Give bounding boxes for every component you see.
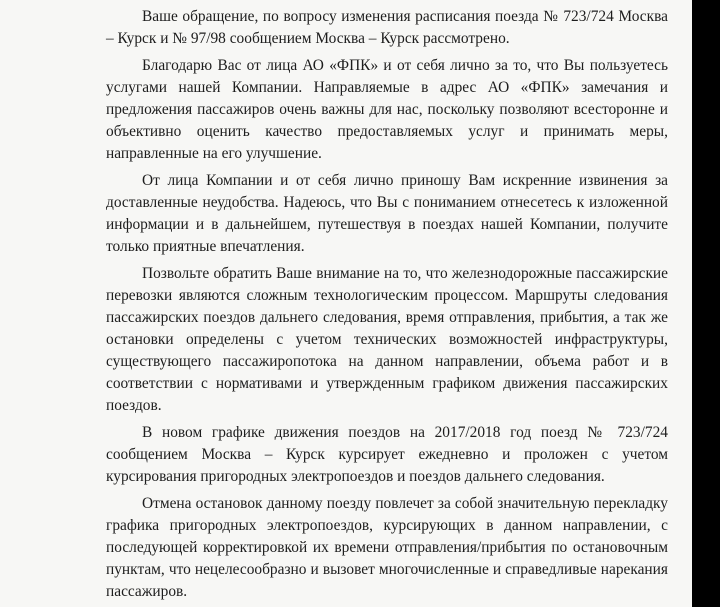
paragraph-new-schedule: В новом графике движения поездов на 2017/2018 год поезд № 723/724 сообщением Москва – Курск курсирует ежедневно и проложен с учетом курсирования пригородных электропоездов и поездов дальнего следования. [106, 424, 668, 485]
paragraph-transport-process: Позвольте обратить Ваше внимание на то, что железнодорожные пассажирские перевозки являются сложным технологическим процессом. Маршруты следования пассажирских поездов дальнего следования, время отправления, прибытия, а так же остановки определены с учетом технических возможностей инфраструктуры, существующего пассажиропотока на данном направлении, объема работ и в соответствии с нормативами и утвержденным графиком движения пассажирских поездов. [106, 265, 668, 414]
paragraph-apology: От лица Компании и от себя лично приношу Вам искренние извинения за доставленные неудобства. Надеюсь, что Вы с пониманием отнесетесь к изложенной информации и в дальнейшем, путешествуя в поездах нашей Компании, получите только приятные впечатления. [106, 172, 668, 255]
paragraph-gratitude: Благодарю Вас от лица АО «ФПК» и от себя лично за то, что Вы пользуетесь услугами нашей Компании. Направляемые в адрес АО «ФПК» замечания и предложения пассажиров очень важны для нас, поскольку позволяют всесторонне и объективно оценить качество предоставляемых услуг и принимать меры, направленные на его улучшение. [106, 57, 668, 162]
paragraph-request-reviewed: Ваше обращение, по вопросу изменения расписания поезда № 723/724 Москва – Курск и № 97/98 сообщением Москва – Курск рассмотрено. [106, 8, 668, 47]
letter-body [106, 6, 668, 607]
paragraph-stop-cancellation: Отмена остановок данному поезду повлечет за собой значительную перекладку графика пригородных электропоездов, курсирующих в данном направлении, с последующей корректировкой их времени отправления/прибытия по остановочным пунктам, что нецелесообразно и вызовет многочисленные и справедливые нарекания пассажиров. [106, 495, 668, 600]
